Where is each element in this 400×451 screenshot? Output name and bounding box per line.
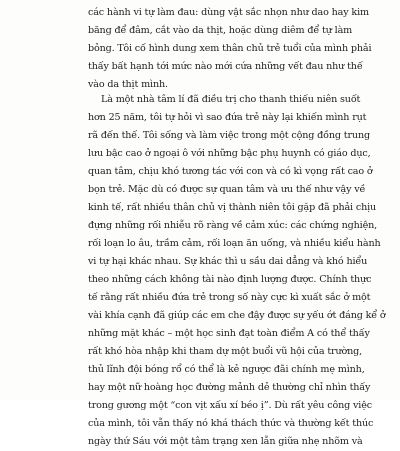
text-line: theo những cách không tài nào định lượng được. Chính thực	[88, 274, 372, 285]
text-line: vài khía cạnh đã giúp các em che đậy được sự yếu ớt đáng kể ở	[88, 310, 386, 321]
text-line: tế rằng rất nhiều đứa trẻ trong số này cực kì xuất sắc ở một	[88, 292, 371, 303]
text-line: bỏng. Tôi cố hình dung xem thân chủ trẻ tuổi của mình phải	[88, 43, 372, 54]
text-line: các hành vi tự làm đau: dùng vật sắc nhọn như dao hay kim	[88, 7, 369, 18]
text-line: vi tự hại khác nhau. Sự khác thì u sầu dai dẳng và khó hiểu	[88, 256, 368, 267]
text-line: thấy bất hạnh tới mức nào mới cứa những vết đau như thế	[88, 61, 363, 72]
text-line: những mặt khác – một học sinh đạt toàn điểm A có thể thấy	[88, 328, 370, 339]
text-line: hơn 25 năm, tôi tự hỏi vì sao đứa trẻ này lại khiến mình rụt	[88, 112, 367, 123]
text-line: rã đến thế. Tôi sống và làm việc trong một cộng đồng trung	[88, 130, 370, 141]
text-line: bọn trẻ. Mặc dù có được sự quan tâm và ưu thế như vậy về	[88, 184, 366, 195]
text-line: lưu bậc cao ở ngoại ô với những bậc phụ huynh có giáo dục,	[88, 148, 371, 159]
text-line: băng để đâm, cắt vào da thịt, hoặc dùng diêm để tự làm	[88, 25, 353, 36]
text-line: vào da thịt mình.	[88, 79, 168, 90]
paragraph-2	[88, 91, 386, 451]
paragraph-1	[88, 4, 372, 94]
text-line: rối loạn lo âu, trầm cảm, rối loạn ăn uống, và nhiều kiểu hành	[88, 238, 381, 249]
text-line: Là một nhà tâm lí đã điều trị cho thanh thiếu niên suốt	[101, 94, 361, 105]
text-line: thủ lĩnh đội bóng rổ có thể là kẻ ngược đãi chính mẹ mình,	[88, 364, 365, 375]
text-line: quan tâm, chịu khó tương tác với con và có kì vọng rất cao ở	[88, 166, 373, 177]
text-line: hay một nữ hoàng học đường mảnh dẻ thường chỉ nhìn thấy	[88, 382, 371, 393]
text-line: ngày thứ Sáu với một tâm trạng xen lẫn giữa nhẹ nhõm và	[88, 436, 363, 447]
text-line: của mình, tôi vẫn thấy nó khá thách thức và thường kết thúc	[88, 418, 374, 429]
text-line: kinh tế, rất nhiều thân chủ vị thành niên tôi gặp đã phải chịu	[88, 202, 377, 213]
text-line: rất khó hòa nhập khi tham dự một buổi vũ hội của trường,	[88, 346, 363, 357]
text-line: đựng những rối nhiễu rõ ràng về cảm xúc: các chứng nghiện,	[88, 220, 378, 231]
text-line: trong gương một “con vịt xấu xí béo ị”. Dù rất yêu công việc	[88, 400, 372, 411]
